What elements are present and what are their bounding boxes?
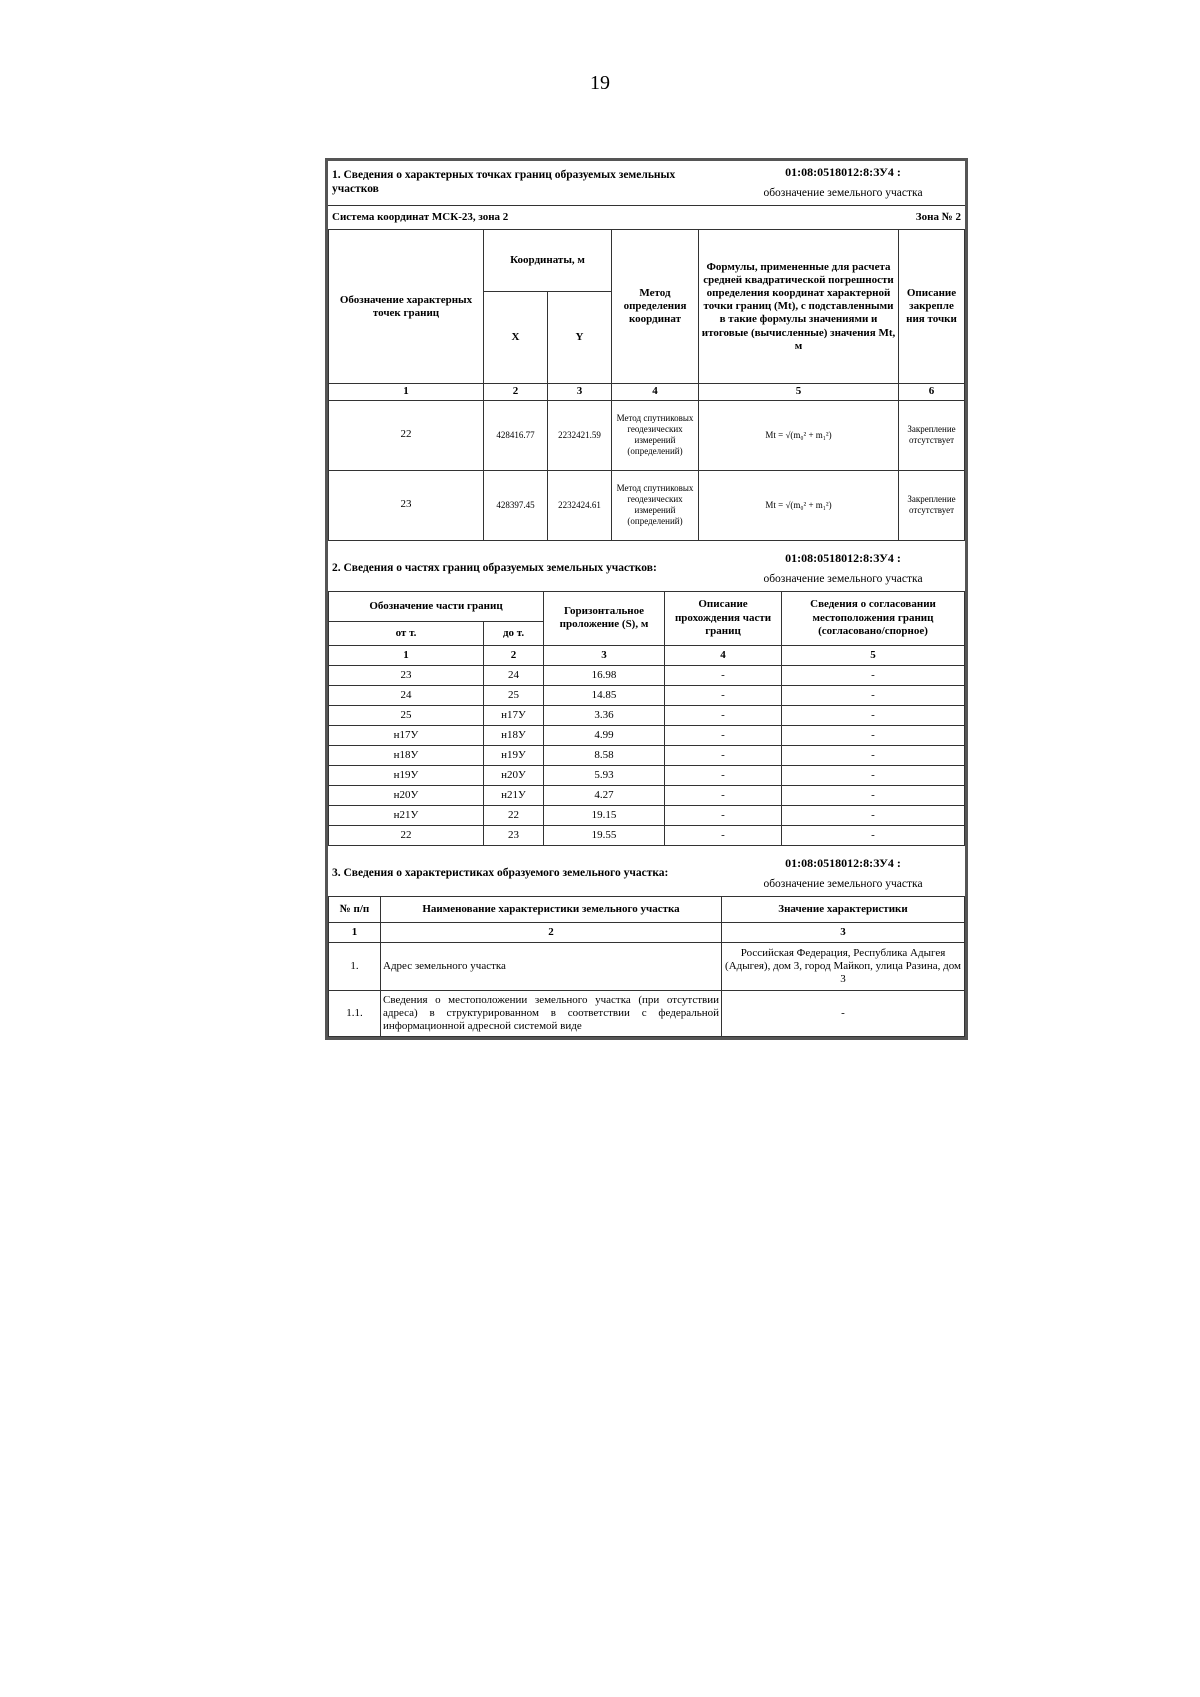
- formula: Mt = √(m₀² + m₁²): [699, 400, 899, 470]
- col-numbers-row: [329, 384, 965, 400]
- agreement: -: [782, 745, 965, 765]
- point-id: 23: [329, 470, 484, 540]
- characteristics-table: [328, 896, 965, 1037]
- fixing-description: Закрепление отсутствует: [899, 400, 965, 470]
- agreement: -: [782, 685, 965, 705]
- section3-cadastral: 01:08:0518012:8:ЗУ4 :: [785, 855, 901, 870]
- section3-title: 3. Сведения о характеристиках образуемого земельного участка:: [332, 866, 669, 879]
- section2-cadastral-caption: обозначение земельного участка: [763, 572, 923, 585]
- agreement: -: [782, 785, 965, 805]
- agreement: -: [782, 725, 965, 745]
- part-description: -: [665, 685, 782, 705]
- col-num: 3: [722, 922, 965, 942]
- method: Метод спутниковых геодезических измерений (определений): [612, 470, 699, 540]
- to-point: н18У: [484, 725, 544, 745]
- col-num: 1: [329, 645, 484, 665]
- part-description: -: [665, 765, 782, 785]
- th-coords: Координаты, м: [484, 230, 612, 292]
- from-point: 22: [329, 825, 484, 845]
- part-description: -: [665, 665, 782, 685]
- coord-x: 428416.77: [484, 400, 548, 470]
- to-point: н20У: [484, 765, 544, 785]
- characteristic-value: Российская Федерация, Республика Адыгея (Адыгея), дом 3, город Майкоп, улица Разина, дом 3: [722, 942, 965, 990]
- from-point: 25: [329, 705, 484, 725]
- part-description: -: [665, 825, 782, 845]
- agreement: -: [782, 705, 965, 725]
- col-numbers-row: [329, 922, 965, 942]
- table-row: [329, 765, 965, 785]
- section2-header: [328, 547, 965, 591]
- points-table: [328, 229, 965, 540]
- from-point: н20У: [329, 785, 484, 805]
- to-point: н21У: [484, 785, 544, 805]
- table-row: [329, 705, 965, 725]
- section3-header: [328, 852, 965, 896]
- col-num: 6: [899, 384, 965, 400]
- from-point: 23: [329, 665, 484, 685]
- characteristic-value: -: [722, 990, 965, 1036]
- characteristic-name: Адрес земельного участка: [381, 942, 722, 990]
- coord-x: 428397.45: [484, 470, 548, 540]
- agreement: -: [782, 825, 965, 845]
- agreement: -: [782, 805, 965, 825]
- table-row: [329, 665, 965, 685]
- th-method: Метод определения координат: [612, 230, 699, 384]
- col-num: 2: [381, 922, 722, 942]
- from-point: 24: [329, 685, 484, 705]
- th-from: от т.: [329, 621, 484, 645]
- th-agreement: Сведения о согласовании местоположения границ (согласовано/спорное): [782, 591, 965, 645]
- section2-title: 2. Сведения о частях границ образуемых земельных участков:: [332, 561, 657, 574]
- row-number: 1.1.: [329, 990, 381, 1036]
- th-designation: Обозначение характерных точек границ: [329, 230, 484, 384]
- th-name: Наименование характеристики земельного участка: [381, 896, 722, 922]
- part-description: -: [665, 785, 782, 805]
- from-point: н21У: [329, 805, 484, 825]
- col-num: 3: [544, 645, 665, 665]
- table-row: [329, 785, 965, 805]
- part-description: -: [665, 805, 782, 825]
- section3-cadastral-caption: обозначение земельного участка: [763, 878, 923, 891]
- characteristic-name: Сведения о местоположении земельного участка (при отсутствии адреса) в структурированном в соответствии с федеральной информационной адресной системой виде: [381, 990, 722, 1036]
- length: 5.93: [544, 765, 665, 785]
- col-num: 2: [484, 384, 548, 400]
- length: 4.27: [544, 785, 665, 805]
- th-x: X: [484, 292, 548, 384]
- table-row: [329, 725, 965, 745]
- section1-cadastral-caption: обозначение земельного участка: [763, 187, 923, 200]
- col-num: 5: [782, 645, 965, 665]
- col-num: 1: [329, 922, 381, 942]
- method: Метод спутниковых геодезических измерений (определений): [612, 400, 699, 470]
- th-part-description: Описание прохождения части границ: [665, 591, 782, 645]
- coord-y: 2232424.61: [548, 470, 612, 540]
- table-row: [329, 400, 965, 470]
- th-y: Y: [548, 292, 612, 384]
- table-row: [329, 825, 965, 845]
- table-row: [329, 745, 965, 765]
- row-number: 1.: [329, 942, 381, 990]
- th-part: Обозначение части границ: [329, 591, 544, 621]
- col-num: 3: [548, 384, 612, 400]
- coord-system-row: [328, 205, 965, 229]
- coord-system: Система координат МСК-23, зона 2: [332, 211, 509, 224]
- th-num: № п/п: [329, 896, 381, 922]
- to-point: н17У: [484, 705, 544, 725]
- section1-header: [328, 161, 965, 205]
- col-num: 5: [699, 384, 899, 400]
- to-point: 23: [484, 825, 544, 845]
- parts-table: [328, 591, 965, 846]
- table-row: [329, 685, 965, 705]
- to-point: 25: [484, 685, 544, 705]
- col-num: 4: [665, 645, 782, 665]
- col-num: 1: [329, 384, 484, 400]
- th-formulas: Формулы, примененные для расчета средней квадратической погрешности определения координат характерной точки границ (Mt), с подставленными в такие формулы значениями и итоговые (вычисленные) значения Mt, м: [699, 230, 899, 384]
- length: 8.58: [544, 745, 665, 765]
- coord-y: 2232421.59: [548, 400, 612, 470]
- table-row: [329, 805, 965, 825]
- col-numbers-row: [329, 645, 965, 665]
- fixing-description: Закрепление отсутствует: [899, 470, 965, 540]
- to-point: 24: [484, 665, 544, 685]
- from-point: н17У: [329, 725, 484, 745]
- point-id: 22: [329, 400, 484, 470]
- agreement: -: [782, 765, 965, 785]
- length: 19.15: [544, 805, 665, 825]
- part-description: -: [665, 705, 782, 725]
- to-point: н19У: [484, 745, 544, 765]
- formula: Mt = √(m₀² + m₁²): [699, 470, 899, 540]
- part-description: -: [665, 745, 782, 765]
- section1-cadastral: 01:08:0518012:8:ЗУ4 :: [785, 165, 901, 179]
- length: 4.99: [544, 725, 665, 745]
- from-point: н18У: [329, 745, 484, 765]
- table-row: [329, 942, 965, 990]
- th-value: Значение характеристики: [722, 896, 965, 922]
- section2-cadastral: 01:08:0518012:8:ЗУ4 :: [785, 550, 901, 565]
- table-row: [329, 990, 965, 1036]
- agreement: -: [782, 665, 965, 685]
- document-frame: [325, 158, 968, 1040]
- th-to: до т.: [484, 621, 544, 645]
- col-num: 2: [484, 645, 544, 665]
- zone-label: Зона № 2: [915, 211, 961, 224]
- to-point: 22: [484, 805, 544, 825]
- length: 19.55: [544, 825, 665, 845]
- col-num: 4: [612, 384, 699, 400]
- th-length: Горизонтальное проложение (S), м: [544, 591, 665, 645]
- table-row: [329, 470, 965, 540]
- th-description: Описание закрепле ния точки: [899, 230, 965, 384]
- length: 14.85: [544, 685, 665, 705]
- part-description: -: [665, 725, 782, 745]
- page-number: 19: [590, 72, 610, 94]
- length: 16.98: [544, 665, 665, 685]
- from-point: н19У: [329, 765, 484, 785]
- section1-title: 1. Сведения о характерных точках границ образуемых земельных участков: [332, 169, 676, 196]
- length: 3.36: [544, 705, 665, 725]
